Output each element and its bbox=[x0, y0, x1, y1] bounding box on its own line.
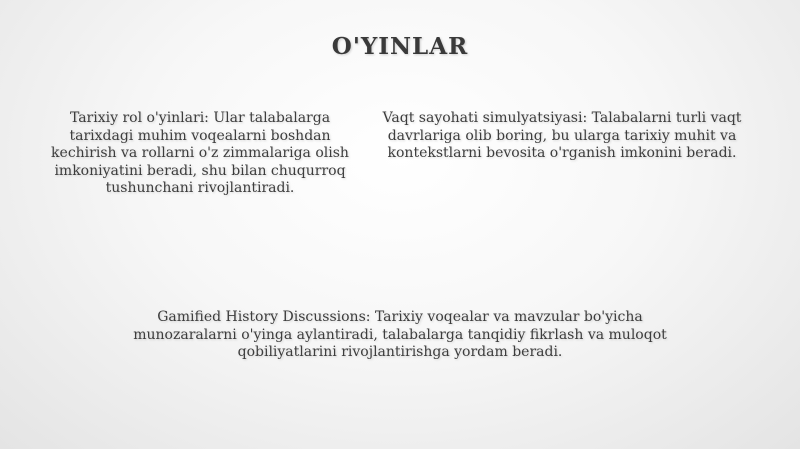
text-block-time-travel: Vaqt sayohati simulyatsiyasi: Talabalarni turli vaqt davrlariga olib boring, bu ularga tarixiy muhit va kontekstlarni bevosita o'rganish imkonini beradi. bbox=[382, 110, 742, 161]
text-block-role-play: Tarixiy rol o'yinlari: Ular talabalarga tarixdagi muhim voqealarni boshdan kechirish va rollarni o'z zimmalariga olish imkoniyatini beradi, shu bilan chuqurroq tushunchani rivojlantiradi. bbox=[51, 110, 349, 196]
slide-title: O'YINLAR bbox=[331, 33, 469, 60]
text-block-gamified-discussions: Gamified History Discussions: Tarixiy voqealar va mavzular bo'yicha munozaralarni o'yinga aylantiradi, talabalarga tanqidiy fikrlash va muloqot qobiliyatlarini rivojlantirishga yordam beradi. bbox=[133, 309, 667, 360]
